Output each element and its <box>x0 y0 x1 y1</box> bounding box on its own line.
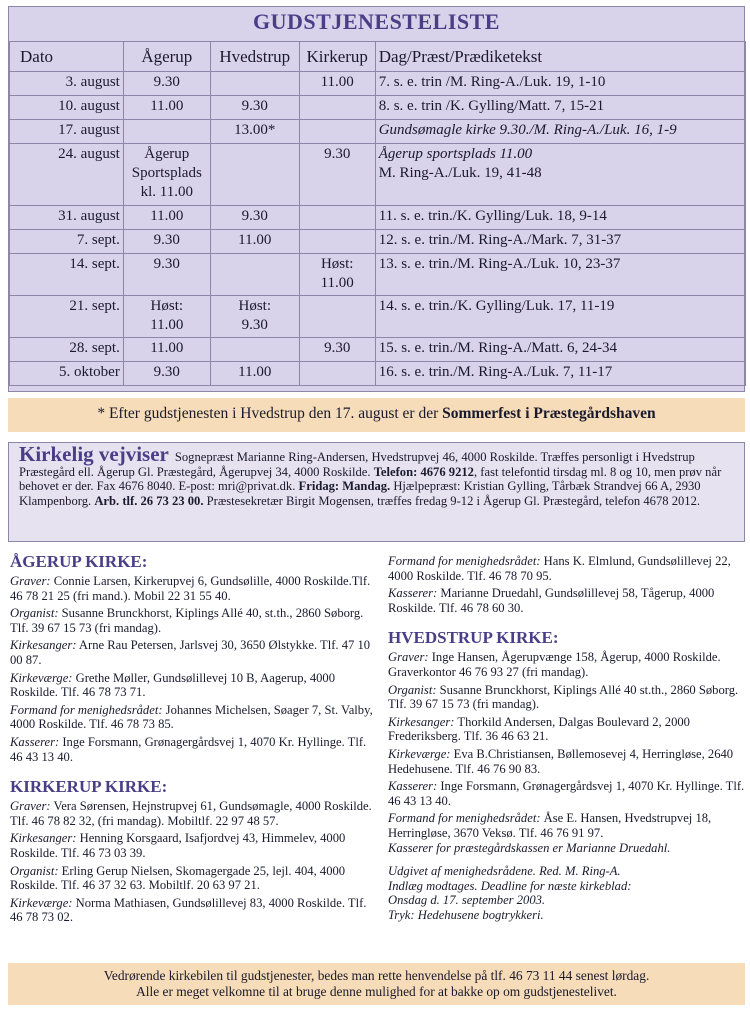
cell-date: 31. august <box>10 206 124 230</box>
entry-text: Grethe Møller, Gundsølillevej 10 B, Aagerup, 4000 Roskilde. Tlf. 46 78 73 71. <box>10 670 336 700</box>
left-column <box>10 552 378 928</box>
cell-kirkerup <box>299 254 375 296</box>
agerup-kirkevaerge <box>10 671 378 700</box>
spacer <box>388 618 748 628</box>
col-header-text: Dag/Præst/Prædiketekst <box>375 42 745 72</box>
cell-date: 14. sept. <box>10 254 124 296</box>
entry-text: Erling Gerup Nielsen, Skomagergade 25, lejl. 404, 4000 Roskilde. Tlf. 46 37 32 63. Mobiltlf. 20 63 97 21. <box>10 863 346 893</box>
cell-line: 11.00 <box>320 275 354 291</box>
cell-kirkerup: 11.00 <box>299 72 375 96</box>
entry-label: Formand for menighedsrådet: <box>10 702 163 717</box>
cell-kirkerup <box>299 230 375 254</box>
table-row <box>10 338 746 362</box>
kirkelig-vejviser-box <box>8 442 745 542</box>
table-row <box>10 296 746 338</box>
entry-label: Kasserer: <box>388 779 438 794</box>
entry-text: Thorkild Andersen, Dalgas Boulevard 2, 2000 Frederiksberg. Tlf. 36 46 63 21. <box>388 714 690 744</box>
entry-label: Kirkeværge: <box>10 670 73 685</box>
cell-agerup: 9.30 <box>123 72 210 96</box>
schedule-box <box>8 6 745 392</box>
agerup-graver <box>10 574 378 603</box>
table-row <box>10 72 746 96</box>
cell-line: Ågerup sportsplads 11.00 <box>378 146 533 162</box>
cell-agerup: 11.00 <box>123 206 210 230</box>
cell-line: 11.00 <box>150 317 184 333</box>
kirkerup-heading: KIRKERUP KIRKE: <box>10 777 168 797</box>
cell-date: 7. sept. <box>10 230 124 254</box>
entry-label: Kasserer: <box>10 734 60 749</box>
cell-text: 14. s. e. trin./K. Gylling/Luk. 17, 11-19 <box>375 296 745 338</box>
cell-hvedstrup: 9.30 <box>210 206 299 230</box>
entry-label: Organist: <box>10 606 59 621</box>
colophon-line: Onsdag d. 17. september 2003. <box>388 893 546 908</box>
hvedstrup-organist <box>388 683 748 712</box>
right-column <box>388 554 748 922</box>
cell-kirkerup <box>299 206 375 230</box>
kirkerup-kirkevaerge <box>10 896 378 925</box>
table-row <box>10 120 746 144</box>
cell-text: 12. s. e. trin./M. Ring-A./Mark. 7, 31-37 <box>375 230 745 254</box>
cell-line: Høst: <box>320 256 354 272</box>
cell-hvedstrup: 11.00 <box>210 362 299 386</box>
cell-line: kl. 11.00 <box>140 184 193 200</box>
kirkerup-organist <box>10 864 378 893</box>
entry-label: Kirkesanger: <box>388 714 455 729</box>
agerup-kirkesanger <box>10 638 378 667</box>
cell-date: 10. august <box>10 96 124 120</box>
notice-bold: Sommerfest i Præstegårdshaven <box>442 405 656 422</box>
cell-agerup: 9.30 <box>123 230 210 254</box>
entry-label: Kirkeværge: <box>10 895 73 910</box>
hvedstrup-kirkevaerge <box>388 747 748 776</box>
agerup-heading: ÅGERUP KIRKE: <box>10 552 148 571</box>
entry-text: Inge Hansen, Ågerupvænge 158, Ågerup, 4000 Roskilde. <box>428 650 721 665</box>
vejviser-title: Kirkelig vejviser <box>19 442 169 466</box>
sommerfest-notice <box>8 398 745 432</box>
cell-text: 11. s. e. trin./K. Gylling/Luk. 18, 9-14 <box>375 206 745 230</box>
cell-agerup: 11.00 <box>123 338 210 362</box>
vejviser-text: Præstesekretær Birgit Mogensen, træffes fredag 9-12 i Ågerup Gl. Præstegård, telefon 4678 2012. <box>203 493 701 508</box>
cell-agerup <box>123 296 210 338</box>
notice-text: * Efter gudstjenesten i Hvedstrup den 17. august er der <box>97 405 443 422</box>
cell-hvedstrup <box>210 254 299 296</box>
entry-label: Formand for menighedsrådet: <box>388 554 541 568</box>
entry-text: Kasserer for præstegårdskassen er Marianne Druedahl. <box>388 840 671 855</box>
table-row <box>10 144 746 206</box>
schedule-table <box>9 41 746 386</box>
cell-text <box>375 144 745 206</box>
spacer <box>10 767 378 777</box>
hvedstrup-formand <box>388 811 748 855</box>
entry-label: Formand for menighedsrådet: <box>388 811 541 826</box>
cell-hvedstrup: 11.00 <box>210 230 299 254</box>
cell-line: 9.30 <box>241 317 268 333</box>
entry-text: Graverkontor 46 76 93 27 (fri mandag). <box>388 664 589 679</box>
cell-kirkerup: 9.30 <box>299 144 375 206</box>
kirkebil-footer <box>8 963 745 1005</box>
col-header-hvedstrup: Hvedstrup <box>210 42 299 72</box>
table-row <box>10 362 746 386</box>
agerup-formand-right <box>388 554 748 583</box>
entry-text: Norma Mathiasen, Gundsølillevej 83, 4000 Roskilde. Tlf. 46 78 73 02. <box>10 895 367 925</box>
cell-hvedstrup <box>210 144 299 206</box>
table-row <box>10 206 746 230</box>
hvedstrup-kasserer <box>388 779 748 808</box>
cell-hvedstrup <box>210 296 299 338</box>
table-row <box>10 254 746 296</box>
cell-agerup: 9.30 <box>123 254 210 296</box>
hvedstrup-graver <box>388 650 748 679</box>
cell-line: Høst: <box>150 298 184 314</box>
cell-text: 13. s. e. trin./M. Ring-A./Luk. 10, 23-37 <box>375 254 745 296</box>
cell-line: Ågerup <box>144 146 190 162</box>
table-row <box>10 96 746 120</box>
entry-label: Kirkeværge: <box>388 746 451 761</box>
table-row <box>10 230 746 254</box>
cell-kirkerup <box>299 362 375 386</box>
entry-text: Marianne Druedahl, Gundsølillevej 58, Tågerup, 4000 Roskilde. Tlf. 46 78 60 30. <box>388 586 715 615</box>
schedule-header-row <box>10 42 746 72</box>
colophon <box>388 864 748 922</box>
entry-label: Organist: <box>388 682 437 697</box>
vejviser-text: Sognepræst Marianne Ring-Andersen, Hvedstrupvej 46, 4000 Roskilde. Træffes personligt i Hvedstrup Præstegård ell. Ågerup Gl. Præstegård, Ågerupvej 34, 4000 Roskilde. <box>19 450 695 479</box>
cell-kirkerup <box>299 296 375 338</box>
cell-hvedstrup <box>210 72 299 96</box>
cell-hvedstrup: 13.00* <box>210 120 299 144</box>
col-header-kirkerup: Kirkerup <box>299 42 375 72</box>
cell-kirkerup: 9.30 <box>299 338 375 362</box>
cell-text: Gundsømagle kirke 9.30./M. Ring-A./Luk. 16, 1-9 <box>375 120 745 144</box>
entry-text: Inge Forsmann, Grønagergårdsvej 1, 4070 Kr. Hyllinge. Tlf. 46 43 13 40. <box>10 734 367 764</box>
cell-agerup <box>123 144 210 206</box>
cell-date: 17. august <box>10 120 124 144</box>
cell-hvedstrup <box>210 338 299 362</box>
vejviser-phone: Telefon: 4676 9212 <box>373 464 474 479</box>
entry-label: Kirkesanger: <box>10 638 77 653</box>
entry-text: Susanne Brunckhorst, Kiplings Allé 40, st.th., 2860 Søborg. Tlf. 39 67 15 73 (fri mandag). <box>10 606 364 635</box>
cell-line: Sportsplads <box>131 165 202 181</box>
entry-text: Connie Larsen, Kirkerupvej 6, Gundsølille, 4000 Roskilde.Tlf. 46 78 21 25 (fri mand.). Mobil 22 31 55 40. <box>10 574 371 603</box>
kirkerup-kirkesanger <box>10 831 378 860</box>
entry-label: Kirkesanger: <box>10 831 77 846</box>
colophon-line: Udgivet af menighedsrådene. Red. M. Ring-A. <box>388 864 621 879</box>
cell-line: M. Ring-A./Luk. 19, 41-48 <box>378 165 542 181</box>
footer-line: Vedrørende kirkebilen til gudstjenester, bedes man rette henvendelse på tlf. 46 73 11 44 senest lørdag. <box>103 968 650 983</box>
cell-text: 15. s. e. trin./M. Ring-A./Matt. 6, 24-34 <box>375 338 745 362</box>
cell-agerup: 9.30 <box>123 362 210 386</box>
vejviser-text: , fast telefontid tirsdag ml. 8 og 10, men prøv når behovet er der. Fax 4676 8040. E-post: mri@privat.dk. <box>19 464 722 494</box>
agerup-organist <box>10 606 378 635</box>
entry-text: Hans K. Elmlund, Gundsølillevej 22, 4000 Roskilde. Tlf. 46 78 70 95. <box>388 554 731 583</box>
cell-kirkerup <box>299 96 375 120</box>
entry-text: Inge Forsmann, Grønagergårdsvej 1, 4070 Kr. Hyllinge. Tlf. 46 43 13 40. <box>388 779 745 808</box>
cell-date: 21. sept. <box>10 296 124 338</box>
cell-date: 24. august <box>10 144 124 206</box>
entry-label: Graver: <box>10 574 51 588</box>
vejviser-work-phone: Arb. tlf. 26 73 23 00. <box>94 493 204 508</box>
col-header-agerup: Ågerup <box>123 42 210 72</box>
entry-text: Eva B.Christiansen, Bøllemosevej 4, Herringløse, 2640 Hedehusene. Tlf. 46 76 90 83. <box>388 746 734 776</box>
cell-text: 8. s. e. trin /K. Gylling/Matt. 7, 15-21 <box>375 96 745 120</box>
cell-hvedstrup: 9.30 <box>210 96 299 120</box>
colophon-line: Tryk: Hedehusene bogtrykkeri. <box>388 907 544 922</box>
agerup-kasserer <box>10 735 378 764</box>
entry-text: Henning Korsgaard, Isafjordvej 43, Himmelev, 4000 Roskilde. Tlf. 46 73 03 39. <box>10 831 346 860</box>
cell-kirkerup <box>299 120 375 144</box>
entry-text: Åse E. Hansen, Hvedstrupvej 18, Herringløse, 3670 Veksø. Tlf. 46 76 91 97. <box>388 811 712 840</box>
entry-label: Graver: <box>388 650 429 665</box>
cell-agerup: 11.00 <box>123 96 210 120</box>
entry-text: Johannes Michelsen, Søager 7, St. Valby, 4000 Roskilde. Tlf. 46 78 73 85. <box>10 702 373 732</box>
entry-label: Organist: <box>10 863 59 878</box>
cell-line: Høst: <box>238 298 272 314</box>
cell-text: 16. s. e. trin./M. Ring-A./Luk. 7, 11-17 <box>375 362 745 386</box>
vejviser-text: Hjælpepræst: Kristian Gylling, Tårbæk Strandvej 66 A, 2930 Klampenborg. <box>19 479 701 508</box>
schedule-title: GUDSTJENESTELISTE <box>253 9 500 34</box>
cell-text: 7. s. e. trin /M. Ring-A./Luk. 19, 1-10 <box>375 72 745 96</box>
agerup-kasserer-right <box>388 586 748 615</box>
entry-label: Graver: <box>10 799 51 814</box>
entry-label: Kasserer: <box>388 586 438 601</box>
entry-text: Vera Sørensen, Hejnstrupvej 61, Gundsømagle, 4000 Roskilde. Tlf. 46 78 82 32, (fri mandag). Mobiltlf. 22 97 48 57. <box>10 799 372 828</box>
agerup-formand <box>10 703 378 732</box>
cell-agerup <box>123 120 210 144</box>
footer-line: Alle er meget velkomne til at bruge denne mulighed for at bakke op om gudstjenestelivet. <box>136 983 617 999</box>
cell-date: 28. sept. <box>10 338 124 362</box>
vejviser-fridag: Fridag: Mandag. <box>298 479 391 494</box>
entry-text: Susanne Brunckhorst, Kiplings Allé 40 st.th., 2860 Søborg. Tlf. 39 67 15 73 (fri mandag). <box>388 682 739 712</box>
hvedstrup-heading: HVEDSTRUP KIRKE: <box>388 628 559 648</box>
entry-text: Arne Rau Petersen, Jarlsvej 30, 3650 Ølstykke. Tlf. 47 10 00 87. <box>10 638 371 667</box>
cell-date: 3. august <box>10 72 124 96</box>
cell-date: 5. oktober <box>10 362 124 386</box>
kirkerup-graver <box>10 799 378 828</box>
colophon-line: Indlæg modtages. Deadline for næste kirkeblad: <box>388 878 632 893</box>
col-header-dato: Dato <box>10 42 124 72</box>
hvedstrup-kirkesanger <box>388 715 748 744</box>
